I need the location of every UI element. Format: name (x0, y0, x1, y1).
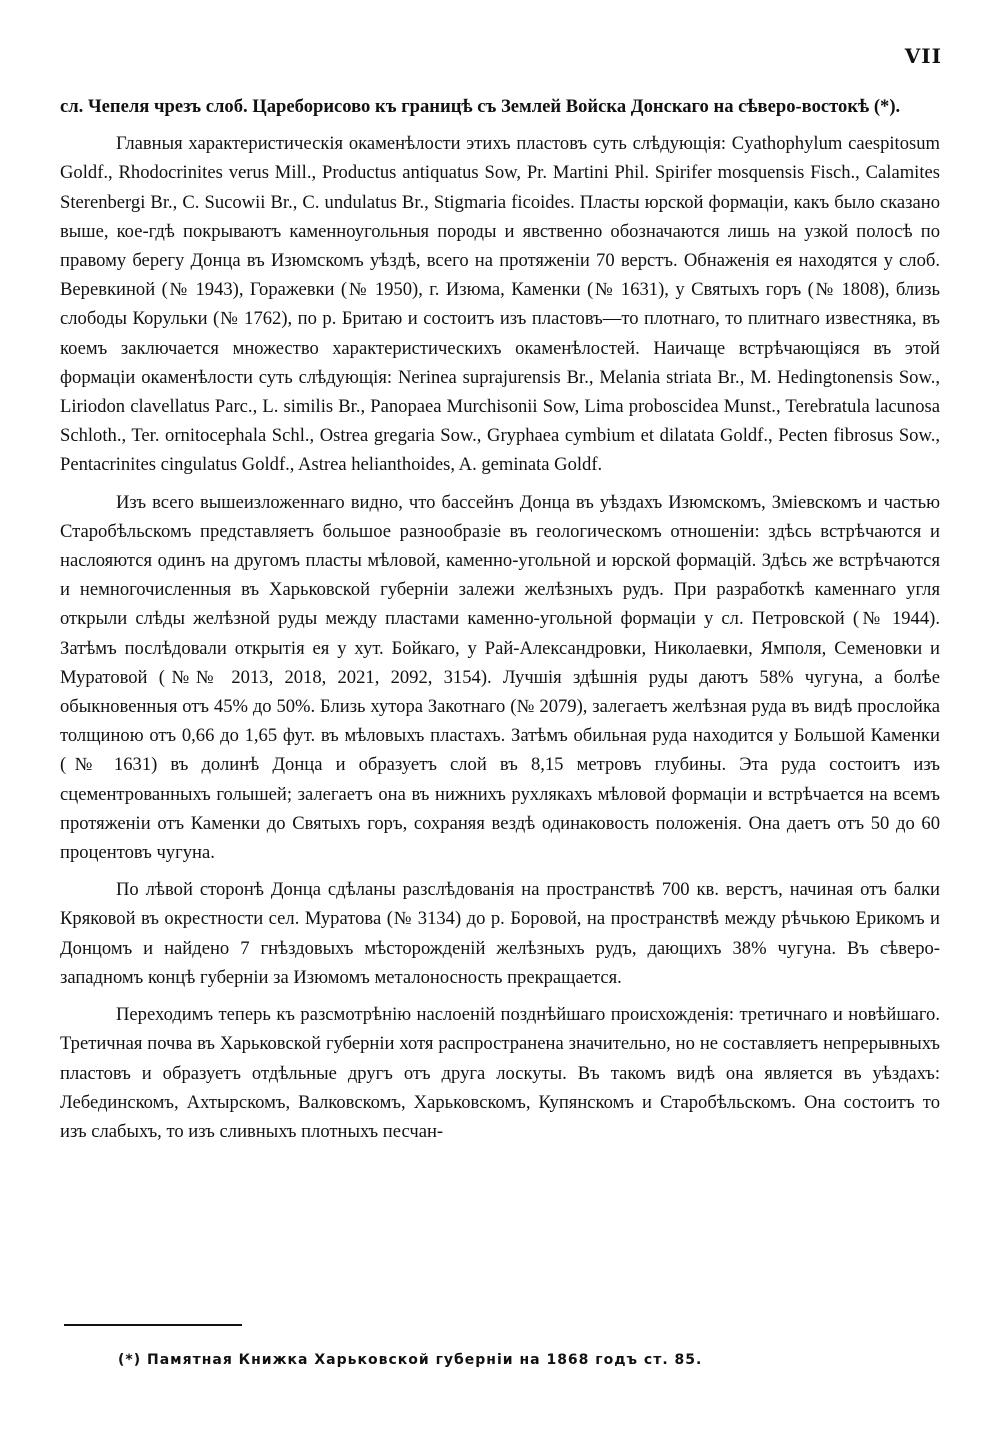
paragraph-continuation: сл. Чепеля чрезъ слоб. Цареборисово къ границѣ съ Землей Войска Донскаго на сѣверо-востокѣ (*). (60, 96, 901, 117)
page-number: VII (904, 44, 942, 68)
paragraph-left-bank: По лѣвой сторонѣ Донца сдѣланы разслѣдованія на пространствѣ 700 кв. верстъ, начиная отъ балки Кряковой въ окрестности сел. Муратова (№ 3134) до р. Боровой, на пространствѣ между рѣчькою Ерикомъ и Донцомъ и найдено 7 гнѣздовыхъ мѣсторожденій желѣзныхъ рудъ, дающихъ 38% чугуна. Въ сѣверо-западномъ концѣ губерніи за Изюмомъ металоносность прекращается. (60, 879, 940, 988)
footnote: (*) Памятная Книжка Харьковской губерніи на 1868 годъ ст. 85. (118, 1352, 703, 1368)
text-body (60, 92, 940, 1154)
footnote-divider (64, 1324, 242, 1326)
paragraph-iron-ores: Изъ всего вышеизложеннаго видно, что бассейнъ Донца въ уѣздахъ Изюмскомъ, Зміевскомъ и частью Старобѣльскомъ представляетъ большое разнообразіе въ геологическомъ отношеніи: здѣсь встрѣчаются и наслояются одинъ на другомъ пласты мѣловой, каменно-угольной и юрской формацій. Здѣсь же встрѣчаются и немногочисленныя въ Харьковской губерніи залежи желѣзныхъ рудъ. При разработкѣ каменнаго угля открыли слѣды желѣзной руды между пластами каменно-угольной формаціи у сл. Петровской (№ 1944). Затѣмъ послѣдовали открытія ея у хут. Бойкаго, у Рай-Александровки, Николаевки, Ямполя, Семеновки и Муратовой (№№ 2013, 2018, 2021, 2092, 3154). Лучшія здѣшнія руды даютъ 58% чугуна, а болѣе обыкновенныя отъ 45% до 50%. Близь хутора Закотнаго (№ 2079), залегаетъ желѣзная руда въ видѣ прослойка толщиною отъ 0,66 до 1,65 фут. въ мѣловыхъ пластахъ. Затѣмъ обильная руда находится у Большой Каменки (№ 1631) въ долинѣ Донца и образуетъ слой въ 8,15 метровъ глубины. Эта руда состоитъ изъ сцементрованныхъ голышей; залегаетъ она въ нижнихъ рухлякахъ мѣловой формаціи и встрѣчается на всемъ протяженіи отъ Каменки до Святыхъ горъ, сохраняя вездѣ одинаковость положенія. Она даетъ отъ 50 до 60 процентовъ чугуна. (60, 491, 940, 864)
paragraph-fossils: Главныя характеристическія окаменѣлости этихъ пластовъ суть слѣдующія: Cyathophylum caespitosum Goldf., Rhodocrinites verus Mill., Productus antiquatus Sow, Pr. Martini Phil. Spirifer mosquensis Fisch., Calamites Sterenbergi Br., C. Sucowii Br., C. undulatus Br., Stigmaria ficoides. Пласты юрской формаціи, какъ было сказано выше, кое-гдѣ покрываютъ каменноугольныя породы и явственно обозначаются лишь на узкой полосѣ по правому берегу Донца въ Изюмскомъ уѣздѣ, всего на протяженіи 70 верстъ. Обнаженія ея находятся у слоб. Веревкиной (№ 1943), Горажевки (№ 1950), г. Изюма, Каменки (№ 1631), у Святыхъ горъ (№ 1808), близь слободы Корульки (№ 1762), по р. Бритаю и состоитъ изъ пластовъ—то плотнаго, то плитнаго известняка, въ коемъ заключается множество характеристическихъ окаменѣлостей. Наичаще встрѣчающіяся въ этой формаціи окаменѣлости суть слѣдующія: Nerinea suprajurensis Br., Melania striata Br., M. Hedingtonensis Sow., Liriodon clavellatus Parc., L. similis Br., Panopaea Murchisonii Sow, Lima proboscidea Munst., Terebratula lacunosa Schloth., Ter. ornitocephala Schl., Ostrea gregaria Sow., Gryphaea cymbium et dilatata Goldf., Pecten fibrosus Sow., Pentacrinites cingulatus Goldf., Astrea helianthoides, A. geminata Goldf. (60, 133, 940, 476)
paragraph-tertiary: Переходимъ теперь къ разсмотрѣнію наслоеній позднѣйшаго происхожденія: третичнаго и новѣйшаго. Третичная почва въ Харьковской губерніи хотя распространена значительно, но не составляетъ непрерывныхъ пластовъ и образуетъ отдѣльные другъ отъ друга лоскуты. Въ такомъ видѣ она является въ уѣздахъ: Лебединскомъ, Ахтырскомъ, Валковскомъ, Харьковскомъ, Купянскомъ и Старобѣльскомъ. Она состоитъ то изъ слабыхъ, то изъ сливныхъ плотныхъ песчан- (60, 1004, 940, 1142)
